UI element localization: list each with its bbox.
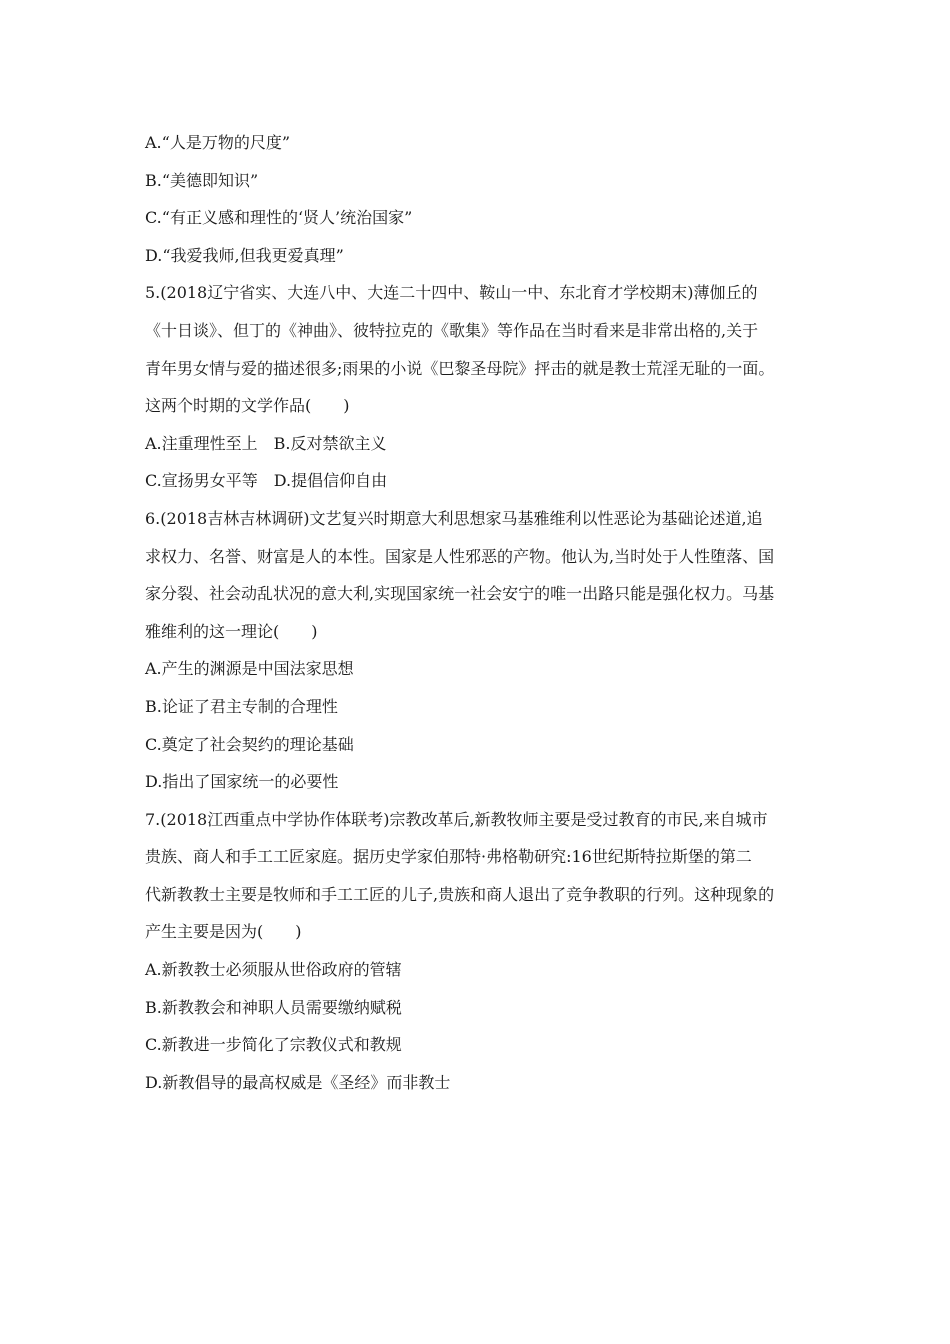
q7-option-b: B.新教教会和神职人员需要缴纳赋税 <box>145 997 402 1017</box>
q6-stem-line-3: 家分裂、社会动乱状况的意大利,实现国家统一社会安宁的唯一出路只能是强化权力。马基 <box>145 584 775 604</box>
q5-stem-line-3: 青年男女情与爱的描述很多;雨果的小说《巴黎圣母院》抨击的就是教士荒淫无耻的一面。 <box>145 358 775 378</box>
q7-option-d: D.新教倡导的最高权威是《圣经》而非教士 <box>145 1072 451 1092</box>
q7-stem-line-1: 7.(2018江西重点中学协作体联考)宗教改革后,新教牧师主要是受过教育的市民,来自城市 <box>145 809 768 829</box>
q5-options-ab: A.注重理性至上 B.反对禁欲主义 <box>145 433 387 453</box>
q7-option-c: C.新教进一步简化了宗教仪式和教规 <box>145 1035 402 1055</box>
q6-stem-line-2: 求权力、名誉、财富是人的本性。国家是人性邪恶的产物。他认为,当时处于人性堕落、国 <box>145 546 775 566</box>
q5-stem-line-4: 这两个时期的文学作品( ) <box>145 396 350 416</box>
q5-options-cd: C.宣扬男女平等 D.提倡信仰自由 <box>145 471 388 491</box>
q4-option-d: D.“我爱我师,但我更爱真理” <box>145 245 344 265</box>
q5-stem-line-2: 《十日谈》、但丁的《神曲》、彼特拉克的《歌集》等作品在当时看来是非常出格的,关于 <box>145 320 759 340</box>
q6-option-a: A.产生的渊源是中国法家思想 <box>145 659 354 679</box>
q6-option-b: B.论证了君主专制的合理性 <box>145 696 338 716</box>
q7-stem-line-3: 代新教教士主要是牧师和手工工匠的儿子,贵族和商人退出了竞争教职的行列。这种现象的 <box>145 884 775 904</box>
q4-option-a: A.“人是万物的尺度” <box>145 133 291 152</box>
q6-option-c: C.奠定了社会契约的理论基础 <box>145 734 354 754</box>
q7-stem-line-4: 产生主要是因为( ) <box>145 922 302 942</box>
q7-option-a: A.新教教士必须服从世俗政府的管辖 <box>145 960 402 980</box>
q4-option-b: B.“美德即知识” <box>145 170 259 190</box>
q6-stem-line-4: 雅维利的这一理论( ) <box>145 621 318 641</box>
q7-stem-line-2: 贵族、商人和手工工匠家庭。据历史学家伯那特·弗格勒研究:16世纪斯特拉斯堡的第二 <box>145 847 752 867</box>
q6-option-d: D.指出了国家统一的必要性 <box>145 772 339 792</box>
exam-page <box>145 124 815 1101</box>
q6-stem-line-1: 6.(2018吉林吉林调研)文艺复兴时期意大利思想家马基雅维利以性恶论为基础论述道,追 <box>145 508 763 528</box>
q4-option-c: C.“有正义感和理性的‘贤人’统治国家” <box>145 208 413 228</box>
q5-stem-line-1: 5.(2018辽宁省实、大连八中、大连二十四中、鞍山一中、东北育才学校期末)薄伽丘的 <box>145 283 758 303</box>
